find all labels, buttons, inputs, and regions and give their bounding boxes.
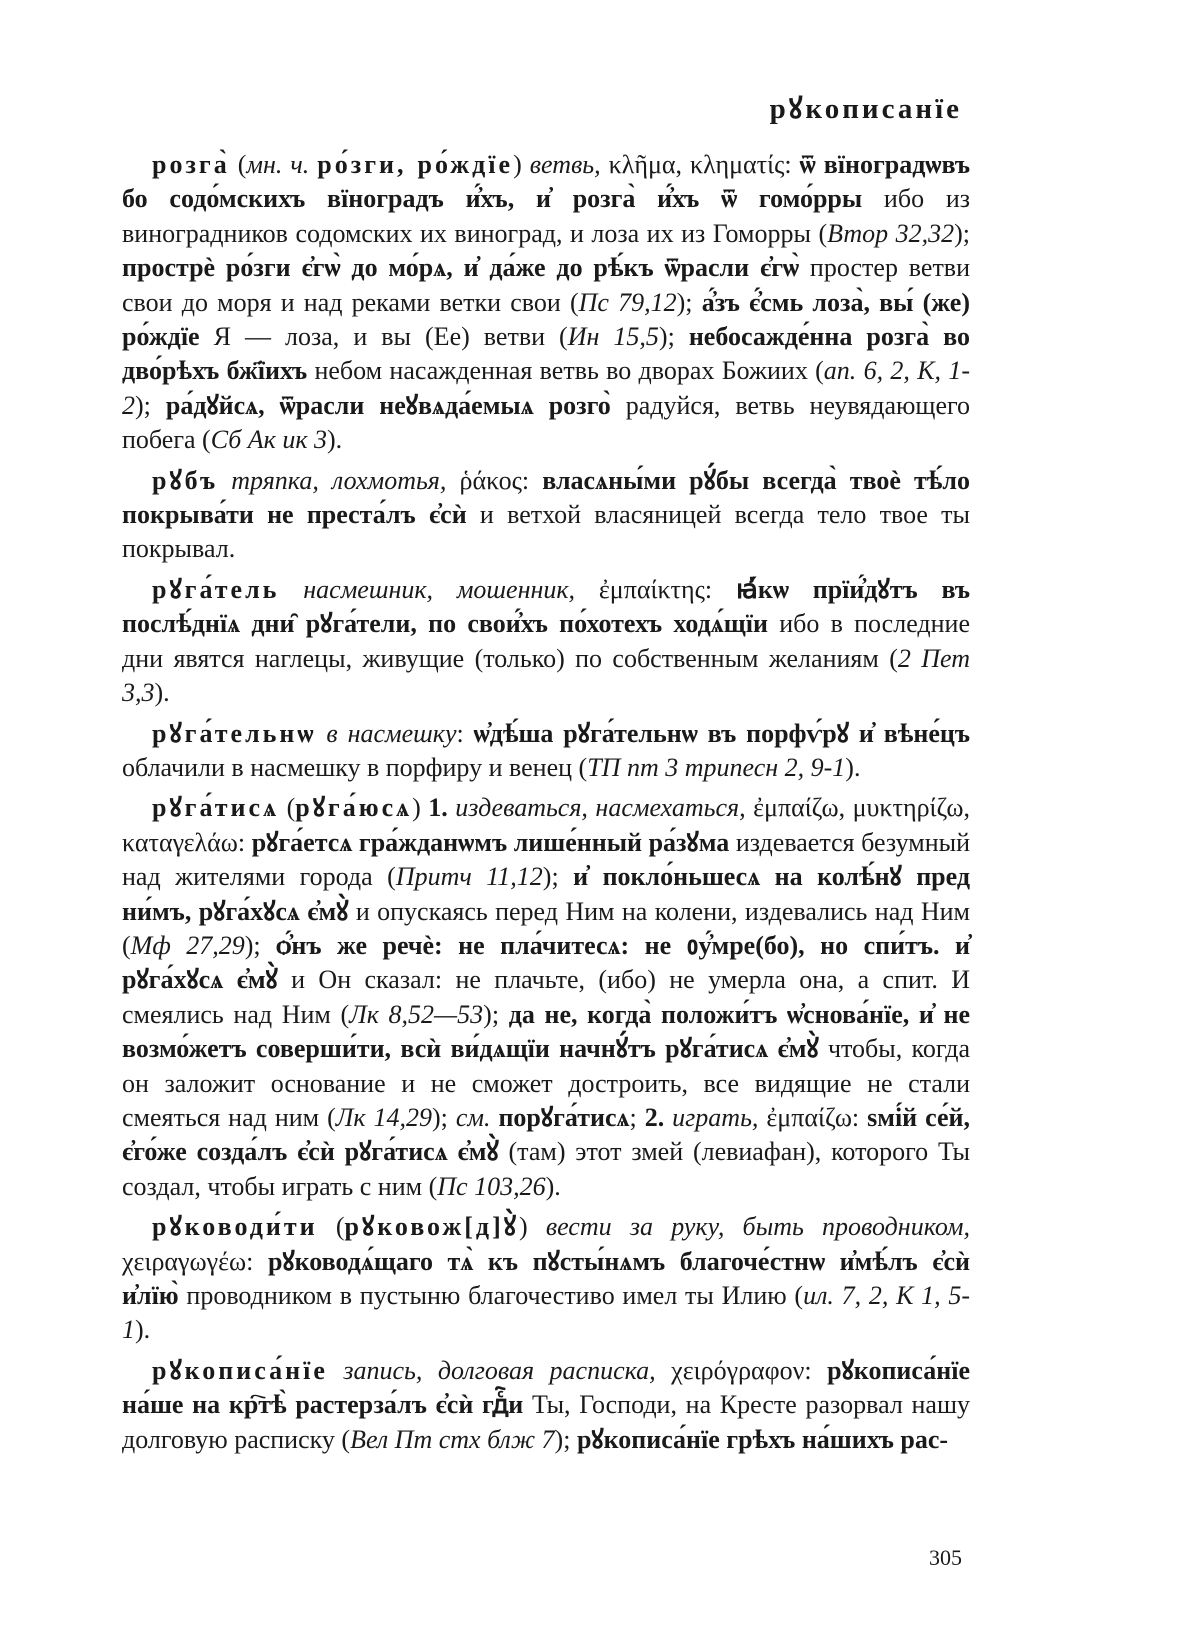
italic-text: запись, долговая расписка, xyxy=(343,1355,656,1385)
church-slavonic-text: рꙋкописа́нїе на́ше на кр҇тѣ̀ растерза́лъ є҆сѝ гдⷭ҇и xyxy=(122,1355,971,1420)
church-slavonic-text: 1. xyxy=(428,793,448,823)
body-text: издевается безумный над жителями города ( xyxy=(122,827,970,892)
italic-text: тряпка, лохмотья, xyxy=(231,465,447,495)
headword: розга̀ xyxy=(152,150,230,179)
church-slavonic-text: власѧны́ми рꙋ́бы всегда̀ твоѐ тѣ́ло покрыва́ти не преста́лъ є҆сѝ xyxy=(122,465,971,530)
body-text: ). xyxy=(845,752,861,782)
body-text: ); xyxy=(554,1424,577,1454)
italic-text: Мф 27,29 xyxy=(130,930,245,960)
italic-text: насмешник, мошенник, xyxy=(303,574,576,604)
body-text: чтобы, когда он заложит основание и не сможет достроить, все видящие не стали смеяться над ним ( xyxy=(122,1034,970,1132)
headword: рꙋга́юсѧ xyxy=(295,793,413,823)
body-text: ибо в последние дни явятся наглецы, живущие (только) по собственным желаниям ( xyxy=(122,609,970,673)
headword: рꙋбъ xyxy=(152,465,219,495)
italic-text: Сб Ак ик 3 xyxy=(210,425,328,455)
italic-text: мн. ч. xyxy=(246,150,310,179)
body-text: ἐμπαίζω: xyxy=(758,1102,868,1132)
body-text: ) xyxy=(513,150,530,179)
running-head: рꙋкописанїе xyxy=(769,93,962,125)
church-slavonic-text: да не, когда̀ положи́тъ ѡ҆снова́нїе, и҆ не возмо́жетъ соверши́ти, всѝ ви́дѧщїи начнꙋ́тъ рꙋга́тисѧ є҆мꙋ̀ xyxy=(122,999,971,1064)
church-slavonic-text: ѡ҆дѣ́ша рꙋга́тельнѡ въ порфѵ́рꙋ и҆ вѣне́цъ xyxy=(473,718,970,748)
italic-text: вести за руку, быть проводником, xyxy=(545,1212,970,1242)
church-slavonic-text: 2. xyxy=(644,1102,665,1132)
body-text: ἐμπαίκτης: xyxy=(575,574,736,604)
italic-text: ап. 6, 2, К, 1-2 xyxy=(122,356,970,420)
church-slavonic-text: порꙋга́тисѧ xyxy=(498,1102,630,1132)
church-slavonic-text: ѻ҆́нъ же речѐ: не пла́читесѧ: не ᲂу҆́мре(бо), но спи́тъ. и҆ рꙋга́хꙋсѧ є҆мꙋ̀ xyxy=(122,930,970,995)
body-text: радуйся, ветвь неувядающего побега ( xyxy=(122,390,970,455)
body-text: ( xyxy=(229,150,247,179)
body-text: ); xyxy=(431,1102,456,1132)
body-text: χειραγωγέω: xyxy=(122,1246,268,1276)
church-slavonic-text: ꙗ҆́кѡ прїи҆́дꙋтъ въ послѣ́днїѧ дни̑ рꙋга́тели, по свои҆́хъ по́хотехъ ходѧ́щїи xyxy=(122,574,971,639)
body-text: ); xyxy=(244,930,277,960)
dictionary-entry xyxy=(122,791,970,1204)
body-text: ἐμπαίζω, μυκτηρίζω, καταγελάω: xyxy=(122,793,970,857)
body-text: ( xyxy=(279,793,296,823)
headword: рꙋга́тисѧ xyxy=(152,793,280,823)
body-text: Я — лоза, и вы (Ее) ветви ( xyxy=(199,322,568,352)
body-text: ῥάκος: xyxy=(446,465,543,495)
church-slavonic-text: рꙋководѧ́щаго тѧ̀ къ пꙋсты́нѧмъ благоче́стнѡ и҆мѣ́лъ є҆сѝ и҆лїю̀ xyxy=(122,1246,970,1310)
dictionary-entry xyxy=(122,464,970,567)
body-text xyxy=(317,719,327,748)
body-text: ); xyxy=(542,862,574,892)
headword: рꙋга́тель xyxy=(152,574,280,604)
italic-text: ил. 7, 2, К 1, 5-1 xyxy=(122,1281,970,1345)
body-text: ). xyxy=(154,678,170,708)
italic-text: Ин 15,5 xyxy=(567,322,659,352)
body-text: небом насажденная ветвь во дворах Божиих ( xyxy=(307,356,824,386)
body-text xyxy=(218,466,231,495)
body-text: ). xyxy=(545,1171,561,1201)
headword: рꙋководи́ти xyxy=(152,1212,318,1242)
dictionary-entry xyxy=(122,1354,970,1457)
headword: ро́зги, ро́ждїе xyxy=(317,150,514,179)
body-text: ) xyxy=(518,1212,546,1242)
italic-text: Притч 11,12 xyxy=(395,862,543,892)
page-number: 305 xyxy=(929,1545,962,1570)
body-text: ). xyxy=(327,425,343,455)
italic-text: Лк 8,52—53 xyxy=(349,999,484,1029)
dictionary-entry xyxy=(122,573,970,711)
church-slavonic-text: ра́дꙋйсѧ, ѿрасли неꙋвѧда́емыѧ розго̀ xyxy=(165,390,611,420)
italic-text: Вел Пт стх блж 7 xyxy=(350,1424,555,1454)
body-text: и ветхой власяницей всегда тело твое ты покрывал. xyxy=(122,500,970,564)
body-text: ); xyxy=(954,218,970,248)
church-slavonic-text: рꙋкописа́нїе грѣхъ на́шихъ рас- xyxy=(576,1424,949,1454)
body-text: ); xyxy=(658,322,689,352)
church-slavonic-text: небосажде́нна розга̀ во дво́рѣхъ бж҃їихъ xyxy=(122,322,970,386)
italic-text: Лк 14,29 xyxy=(335,1102,432,1132)
body-text xyxy=(279,575,303,604)
body-text: ( xyxy=(317,1212,345,1242)
italic-text: Пс 79,12 xyxy=(578,287,677,317)
body-text: (там) этот змей (левиафан), которого Ты создал, чтобы играть с ним ( xyxy=(122,1137,971,1201)
italic-text: Втор 32,32 xyxy=(827,218,955,248)
headword: рꙋга́тельнѡ xyxy=(152,718,317,748)
church-slavonic-text: а҆́зъ є҆́смь лоза̀, вы́ (же) ро́ждїе xyxy=(122,287,971,352)
dictionary-entry xyxy=(122,717,970,786)
italic-text: в насмешку xyxy=(326,718,457,748)
body-text: проводником в пустыню благочестиво имел ты Илию ( xyxy=(178,1281,804,1310)
italic-text: ветвь, xyxy=(529,150,601,179)
body-text: ) xyxy=(412,793,429,823)
body-text: ибо из виноградников содомских их виноград, и лоза их из Гоморры ( xyxy=(122,184,971,248)
body-text: простер ветви свои до моря и над реками ветки свои ( xyxy=(122,253,970,317)
church-slavonic-text: прострѐ ро́зги є҆гѡ̀ до мо́рѧ, и҆ да́же до рѣ́къ ѿрасли є҆гѡ̀ xyxy=(122,253,800,283)
body-text: и Он сказал: не плачьте, (ибо) не умерла она, а спит. И смеялись над Ним ( xyxy=(122,965,970,1029)
body-text: Ты, Господи, на Кресте разорвал нашу долговую расписку ( xyxy=(122,1390,970,1454)
headword: рꙋковож[д]ꙋ̀ xyxy=(344,1212,519,1242)
body-text: облачили в насмешку в порфиру и венец ( xyxy=(122,752,588,782)
italic-text: 2 Пет 3,3 xyxy=(122,643,970,708)
church-slavonic-text: и҆ покло́ньшесѧ на колѣ́нꙋ пред ни́мъ, рꙋга́хꙋсѧ є҆мꙋ̀ xyxy=(122,862,970,926)
italic-text: Пс 103,26 xyxy=(437,1171,546,1201)
italic-text: издеваться, насмехаться, xyxy=(455,793,746,823)
italic-text: ТП пт 3 трипесн 2, 9-1 xyxy=(587,752,846,782)
dictionary-body xyxy=(122,148,970,1463)
body-text: ); xyxy=(135,390,166,420)
body-text: и опускаясь перед Ним на колени, издевались над Ним ( xyxy=(122,896,970,960)
church-slavonic-text: рꙋга́етсѧ гра́жданѡмъ лише́нный ра́зꙋма xyxy=(251,827,730,857)
body-text: ; xyxy=(629,1102,645,1132)
church-slavonic-text: ѿ вїноградѡвъ бо содо́мскихъ вїноградъ и҆́хъ, и҆ розга̀ и҆́хъ ѿ гомо́рры xyxy=(122,150,970,214)
body-text: ). xyxy=(135,1315,151,1345)
italic-text: играть, xyxy=(672,1102,759,1132)
church-slavonic-text: ѕмі́й се́й, є҆го́же созда́лъ є҆сѝ рꙋга́тисѧ є҆мꙋ̀ xyxy=(122,1102,970,1167)
italic-text: см. xyxy=(455,1102,491,1132)
body-text: χειρόγραφον: xyxy=(655,1355,828,1385)
headword: рꙋкописа́нїе xyxy=(152,1355,328,1385)
body-text: κλῆμα, κληματίς: xyxy=(600,150,800,179)
dictionary-entry xyxy=(122,148,970,458)
body-text xyxy=(328,1356,344,1385)
body-text: ); xyxy=(676,287,702,317)
body-text: ); xyxy=(483,999,509,1029)
body-text xyxy=(664,1103,672,1132)
body-text: : xyxy=(456,718,474,748)
dictionary-entry xyxy=(122,1210,970,1348)
